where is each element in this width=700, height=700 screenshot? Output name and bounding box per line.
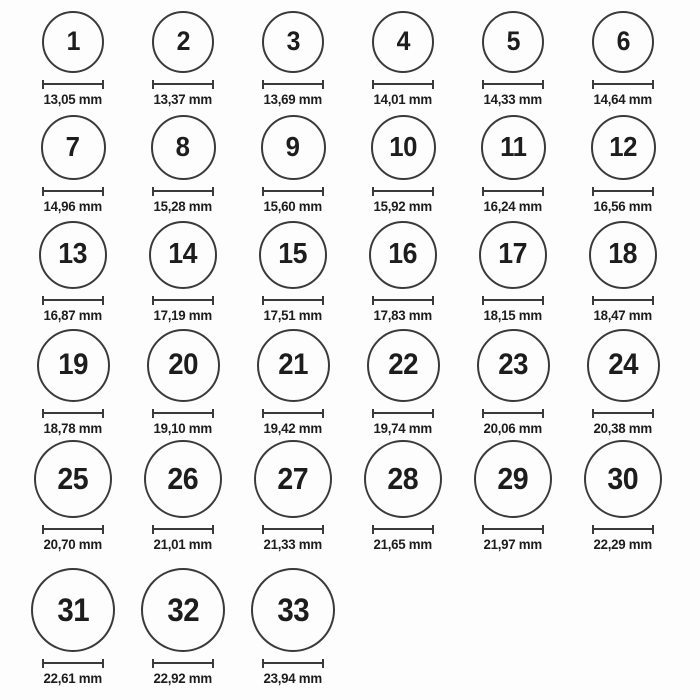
diameter-measure-line (262, 409, 324, 418)
ring-size-item (568, 438, 678, 553)
diameter-measure-line (42, 659, 104, 668)
ring-circle (141, 568, 225, 652)
ring-size-number: 7 (66, 131, 80, 162)
diameter-measure-line (372, 409, 434, 418)
ring-circle (151, 115, 216, 180)
diameter-label: 14,64 mm (593, 90, 653, 107)
diameter-measure-line (592, 525, 654, 534)
ring-size-item (18, 217, 128, 326)
ring-size-number: 2 (176, 26, 190, 56)
diameter-measure-line (262, 525, 324, 534)
ring-size-number: 19 (58, 348, 88, 381)
ring-size-item (238, 111, 348, 217)
ring-size-number: 30 (607, 461, 639, 496)
ring-circle (474, 440, 552, 518)
ring-size-number: 31 (57, 591, 89, 628)
ring-circle (371, 115, 436, 180)
ring-size-number: 6 (616, 26, 630, 56)
diameter-label: 14,33 mm (483, 90, 543, 107)
diameter-measure-line (482, 296, 544, 305)
diameter-measure-line (152, 525, 214, 534)
diameter-label: 19,42 mm (263, 419, 323, 436)
diameter-label: 16,24 mm (483, 197, 543, 214)
ring-size-item (18, 6, 128, 111)
ring-circle (584, 440, 662, 518)
ring-size-number: 28 (387, 461, 419, 496)
ring-size-number: 20 (168, 348, 198, 381)
diameter-label: 15,92 mm (373, 197, 433, 214)
ring-size-number: 3 (286, 26, 300, 56)
ring-size-item (238, 6, 348, 111)
ring-size-item (458, 217, 568, 326)
ring-size-item (128, 438, 238, 553)
diameter-label: 19,74 mm (373, 419, 433, 436)
ring-circle (259, 221, 327, 289)
ring-size-item (568, 326, 678, 438)
ring-circle (257, 329, 330, 402)
ring-size-number: 32 (167, 591, 199, 628)
ring-circle (592, 11, 654, 73)
diameter-measure-line (42, 187, 104, 196)
diameter-measure-line (372, 525, 434, 534)
diameter-label: 20,06 mm (483, 419, 543, 436)
diameter-label: 18,78 mm (43, 419, 103, 436)
ring-size-number: 11 (499, 131, 527, 162)
ring-circle (589, 221, 657, 289)
diameter-label: 13,05 mm (43, 90, 103, 107)
diameter-measure-line (592, 80, 654, 89)
ring-size-number: 25 (57, 461, 89, 496)
diameter-label: 21,33 mm (263, 535, 323, 552)
ring-circle (372, 11, 434, 73)
diameter-label: 16,87 mm (43, 306, 103, 323)
diameter-measure-line (482, 80, 544, 89)
ring-size-number: 15 (278, 238, 308, 270)
ring-size-item (238, 553, 348, 700)
ring-size-item (348, 111, 458, 217)
ring-circle (42, 11, 104, 73)
ring-circle (367, 329, 440, 402)
diameter-measure-line (152, 409, 214, 418)
ring-size-item (18, 438, 128, 553)
diameter-label: 21,65 mm (373, 535, 433, 552)
ring-circle (254, 440, 332, 518)
diameter-label: 14,01 mm (373, 90, 433, 107)
ring-size-item (128, 326, 238, 438)
ring-size-number: 5 (506, 26, 520, 56)
ring-size-item (458, 111, 568, 217)
ring-size-item (458, 438, 568, 553)
diameter-label: 21,01 mm (153, 535, 213, 552)
ring-circle (147, 329, 220, 402)
diameter-measure-line (42, 525, 104, 534)
ring-circle (37, 329, 110, 402)
ring-circle (34, 440, 112, 518)
diameter-label: 17,83 mm (373, 306, 433, 323)
ring-size-number: 23 (498, 348, 528, 381)
ring-size-item (18, 326, 128, 438)
diameter-label: 20,70 mm (43, 535, 103, 552)
ring-size-item (568, 6, 678, 111)
ring-size-number: 26 (167, 461, 199, 496)
diameter-label: 20,38 mm (593, 419, 653, 436)
ring-size-number: 24 (608, 348, 638, 381)
ring-size-number: 18 (608, 238, 638, 270)
ring-size-number: 22 (388, 348, 418, 381)
diameter-measure-line (262, 80, 324, 89)
ring-size-number: 1 (66, 26, 80, 56)
diameter-measure-line (262, 659, 324, 668)
ring-size-item (348, 217, 458, 326)
diameter-label: 15,28 mm (153, 197, 213, 214)
diameter-label: 18,47 mm (593, 306, 653, 323)
ring-size-number: 33 (277, 591, 309, 628)
ring-size-number: 10 (389, 131, 417, 162)
ring-size-number: 4 (396, 26, 410, 56)
ring-size-number: 27 (277, 461, 309, 496)
ring-size-number: 12 (609, 131, 637, 162)
ring-circle (39, 221, 107, 289)
ring-size-number: 13 (58, 238, 88, 270)
ring-size-number: 9 (286, 131, 300, 162)
ring-circle (149, 221, 217, 289)
diameter-measure-line (372, 187, 434, 196)
ring-size-item (458, 6, 568, 111)
diameter-label: 14,96 mm (43, 197, 103, 214)
ring-size-item (568, 217, 678, 326)
ring-size-item (348, 6, 458, 111)
ring-circle (152, 11, 214, 73)
ring-size-item (238, 217, 348, 326)
diameter-measure-line (482, 409, 544, 418)
diameter-measure-line (372, 296, 434, 305)
diameter-measure-line (262, 296, 324, 305)
ring-size-item (128, 553, 238, 700)
diameter-label: 18,15 mm (483, 306, 543, 323)
ring-size-item (238, 438, 348, 553)
ring-size-number: 29 (497, 461, 529, 496)
ring-circle (144, 440, 222, 518)
ring-circle (587, 329, 660, 402)
ring-size-item (458, 326, 568, 438)
diameter-label: 16,56 mm (593, 197, 653, 214)
ring-size-item (18, 111, 128, 217)
ring-circle (591, 115, 656, 180)
ring-size-item (348, 326, 458, 438)
diameter-measure-line (592, 409, 654, 418)
diameter-measure-line (482, 187, 544, 196)
diameter-measure-line (42, 80, 104, 89)
ring-circle (479, 221, 547, 289)
diameter-measure-line (42, 409, 104, 418)
ring-circle (251, 568, 335, 652)
ring-size-item (128, 111, 238, 217)
diameter-label: 13,37 mm (153, 90, 213, 107)
diameter-measure-line (372, 80, 434, 89)
diameter-label: 13,69 mm (263, 90, 323, 107)
ring-circle (481, 115, 546, 180)
diameter-label: 22,29 mm (593, 535, 653, 552)
ring-circle (41, 115, 106, 180)
ring-circle (364, 440, 442, 518)
diameter-label: 23,94 mm (263, 669, 323, 686)
diameter-label: 22,92 mm (153, 669, 213, 686)
diameter-measure-line (262, 187, 324, 196)
diameter-measure-line (592, 187, 654, 196)
ring-circle (261, 115, 326, 180)
diameter-measure-line (152, 659, 214, 668)
ring-size-item (128, 217, 238, 326)
diameter-measure-line (482, 525, 544, 534)
diameter-measure-line (592, 296, 654, 305)
ring-circle (369, 221, 437, 289)
ring-size-item (18, 553, 128, 700)
diameter-measure-line (42, 296, 104, 305)
diameter-measure-line (152, 80, 214, 89)
diameter-label: 15,60 mm (263, 197, 323, 214)
ring-circle (482, 11, 544, 73)
diameter-label: 17,19 mm (153, 306, 213, 323)
diameter-label: 21,97 mm (483, 535, 543, 552)
diameter-label: 19,10 mm (153, 419, 213, 436)
ring-size-number: 21 (278, 348, 308, 381)
ring-circle (262, 11, 324, 73)
ring-size-item (128, 6, 238, 111)
ring-size-item (238, 326, 348, 438)
ring-size-number: 17 (498, 238, 528, 270)
ring-size-item (348, 438, 458, 553)
ring-size-number: 16 (388, 238, 418, 270)
diameter-measure-line (152, 187, 214, 196)
ring-circle (477, 329, 550, 402)
diameter-label: 17,51 mm (263, 306, 323, 323)
diameter-label: 22,61 mm (43, 669, 103, 686)
ring-circle (31, 568, 115, 652)
ring-size-number: 8 (176, 131, 190, 162)
diameter-measure-line (152, 296, 214, 305)
ring-size-number: 14 (168, 238, 198, 270)
ring-size-item (568, 111, 678, 217)
